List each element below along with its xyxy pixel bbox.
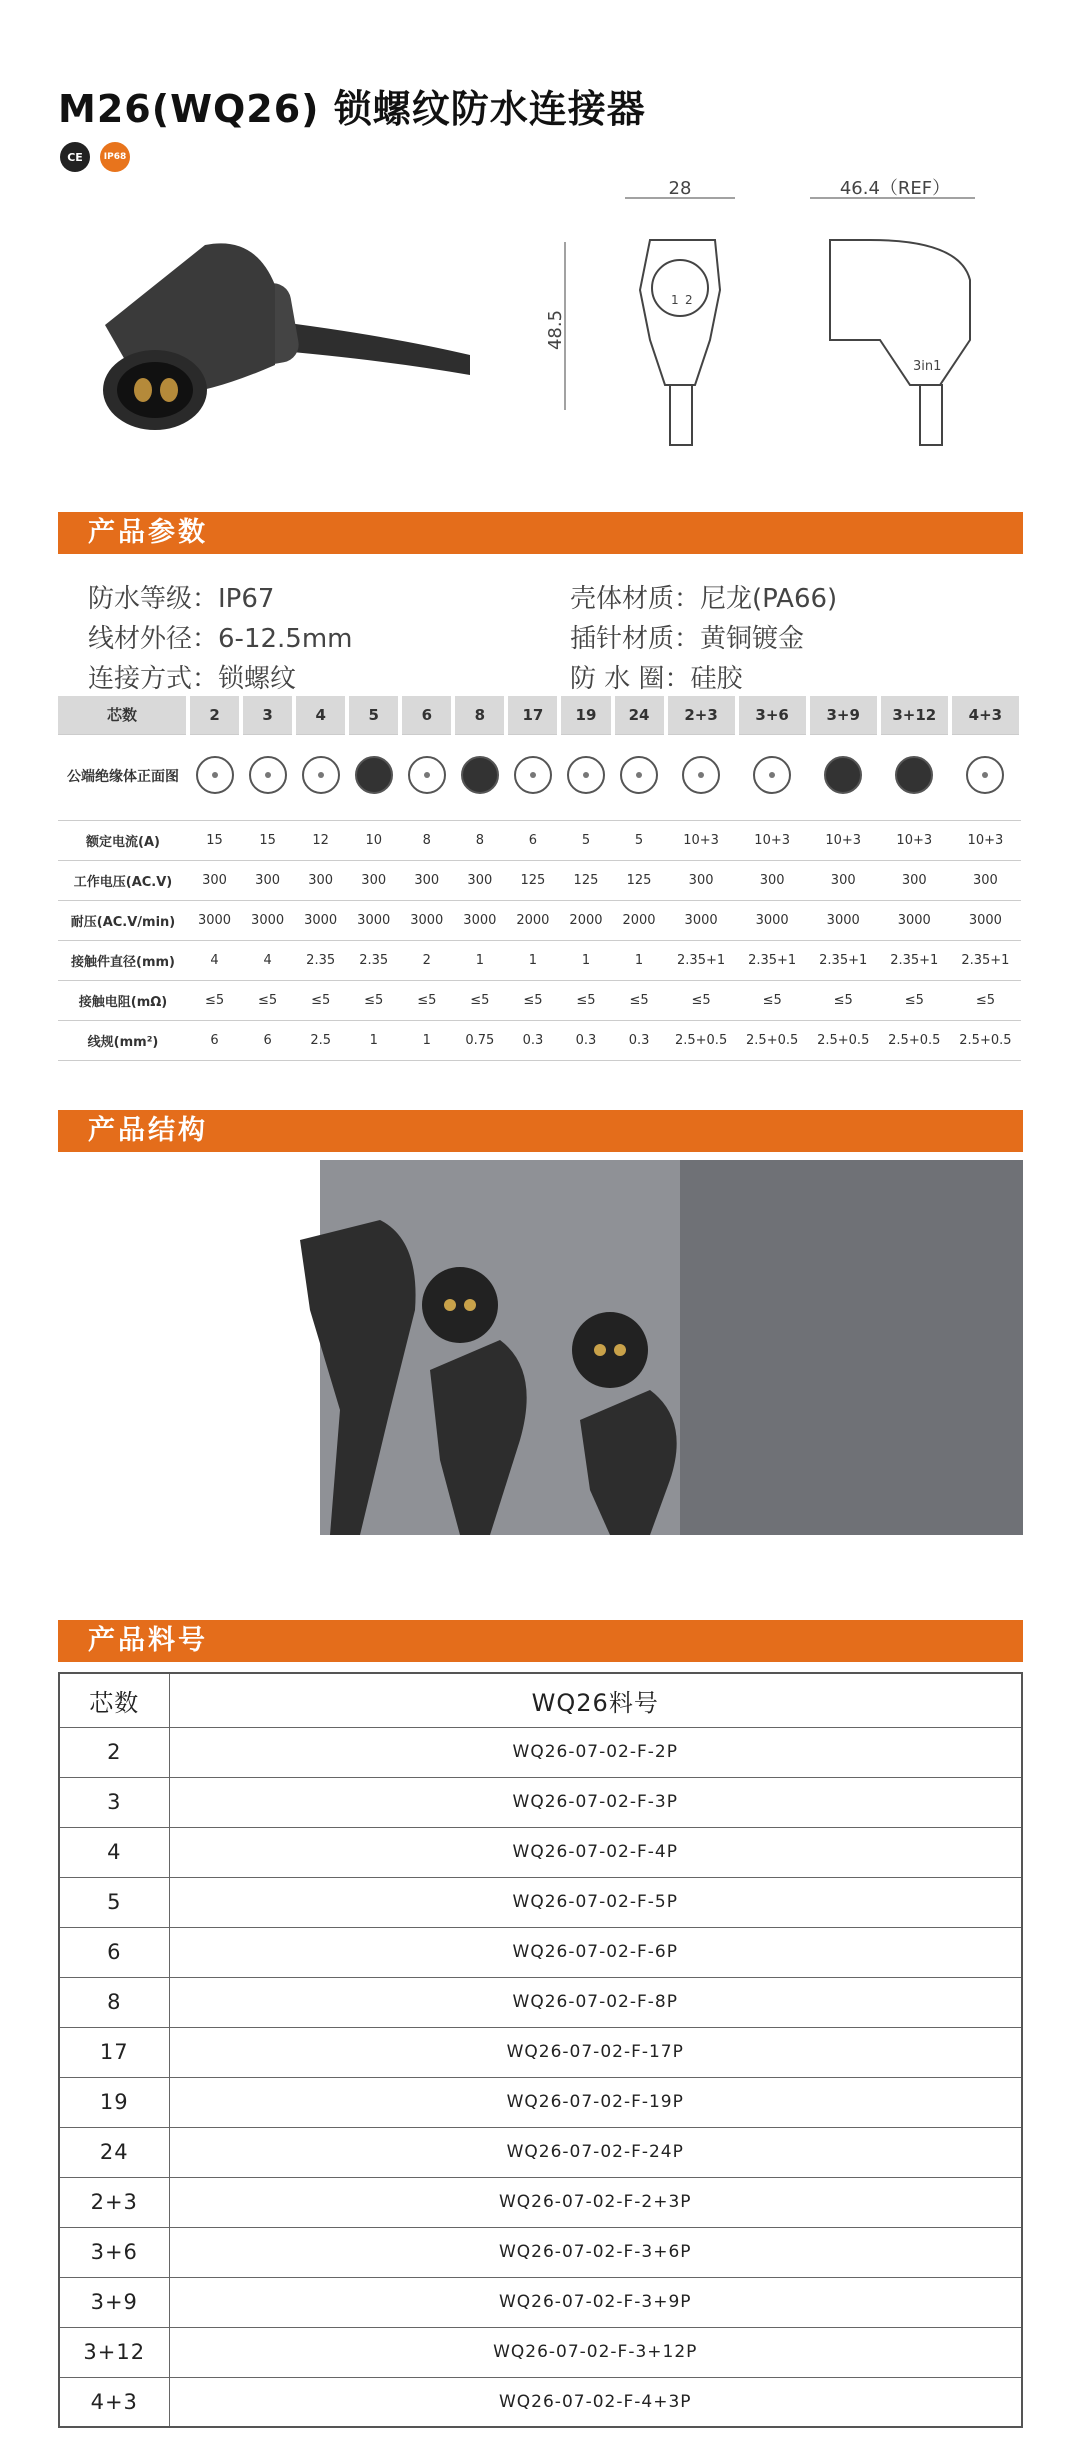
param-row (58, 980, 1021, 1020)
section-params: 产品参数 (58, 512, 1023, 554)
part-cores: 24 (59, 2127, 169, 2177)
param-cell: ≤5 (294, 980, 347, 1020)
part-cores: 5 (59, 1877, 169, 1927)
ip68-badge-icon: IP68 (100, 142, 130, 172)
param-cell: 3000 (737, 900, 808, 940)
part-row (59, 1877, 1022, 1927)
part-number: WQ26-07-02-F-2+3P (169, 2177, 1022, 2227)
param-cell: ≤5 (879, 980, 950, 1020)
pinout-24-icon (620, 756, 658, 794)
part-row (59, 2277, 1022, 2327)
param-cell: 1 (506, 940, 559, 980)
param-cell: 300 (879, 860, 950, 900)
page-title: M26(WQ26) 锁螺纹防水连接器 (58, 87, 646, 131)
param-row-label: 接触电阻(mΩ) (58, 980, 188, 1020)
param-cell: 5 (613, 820, 666, 860)
param-cell: 300 (347, 860, 400, 900)
param-cell: ≤5 (613, 980, 666, 1020)
param-cell: 2.5+0.5 (666, 1020, 737, 1060)
part-row (59, 2377, 1022, 2427)
param-cell: 1 (453, 940, 506, 980)
part-row (59, 2027, 1022, 2077)
param-cell: 2.5 (294, 1020, 347, 1060)
part-number: WQ26-07-02-F-19P (169, 2077, 1022, 2127)
part-number-table (58, 1672, 1023, 2428)
param-row-label: 工作电压(AC.V) (58, 860, 188, 900)
param-cell: ≤5 (347, 980, 400, 1020)
param-cell: 2000 (613, 900, 666, 940)
param-row (58, 820, 1021, 860)
param-row (58, 900, 1021, 940)
param-cell: 4 (241, 940, 294, 980)
param-cell: 10+3 (879, 820, 950, 860)
param-cell: 2.35 (294, 940, 347, 980)
param-cell: ≤5 (241, 980, 294, 1020)
spec-item: 连接方式：锁螺纹 (88, 664, 297, 694)
part-number: WQ26-07-02-F-4P (169, 1827, 1022, 1877)
param-cell: ≤5 (737, 980, 808, 1020)
param-row-label: 线规(mm²) (58, 1020, 188, 1060)
icon-row-label: 公端绝缘体正面图 (58, 734, 188, 820)
param-cell: 300 (808, 860, 879, 900)
param-cell: 2 (400, 940, 453, 980)
param-cell: 15 (188, 820, 241, 860)
param-cell: 2.35+1 (666, 940, 737, 980)
front-drawing (545, 178, 755, 480)
param-cell: 3000 (879, 900, 950, 940)
param-cell: 0.3 (506, 1020, 559, 1060)
param-cell: 125 (559, 860, 612, 900)
param-cell: 8 (400, 820, 453, 860)
section-structure: 产品结构 (58, 1110, 1023, 1152)
part-row (59, 1977, 1022, 2027)
part-row (59, 1927, 1022, 1977)
part-row (59, 2077, 1022, 2127)
part-number: WQ26-07-02-F-5P (169, 1877, 1022, 1927)
part-number: WQ26-07-02-F-24P (169, 2127, 1022, 2177)
part-row (59, 2227, 1022, 2277)
pinout-4-icon (302, 756, 340, 794)
ce-badge-icon: CE (60, 142, 90, 172)
param-row (58, 940, 1021, 980)
param-cell: 3000 (400, 900, 453, 940)
part-cores: 8 (59, 1977, 169, 2027)
part-cores: 3 (59, 1777, 169, 1827)
spec-item: 防 水 圈：硅胶 (570, 664, 743, 694)
pinout-3p9-icon (824, 756, 862, 794)
param-cell: 2.35+1 (950, 940, 1021, 980)
param-cell: 3000 (241, 900, 294, 940)
part-header-cores: 芯数 (59, 1673, 169, 1727)
param-cell: 300 (737, 860, 808, 900)
param-cell: 2.5+0.5 (950, 1020, 1021, 1060)
param-cell: 15 (241, 820, 294, 860)
part-number: WQ26-07-02-F-3+9P (169, 2277, 1022, 2327)
pinout-19-icon (567, 756, 605, 794)
pinout-4p3-icon (966, 756, 1004, 794)
side-mark: 3in1 (913, 359, 942, 374)
param-cell: 300 (453, 860, 506, 900)
part-row (59, 1727, 1022, 1777)
dim-height: 48.5 (545, 309, 566, 351)
part-cores: 3+12 (59, 2327, 169, 2377)
param-cell: 12 (294, 820, 347, 860)
param-cell: 2.35+1 (879, 940, 950, 980)
param-cell: 300 (950, 860, 1021, 900)
pinout-17-icon (514, 756, 552, 794)
part-number: WQ26-07-02-F-3+6P (169, 2227, 1022, 2277)
part-cores: 3+6 (59, 2227, 169, 2277)
part-cores: 6 (59, 1927, 169, 1977)
param-cell: 2.5+0.5 (808, 1020, 879, 1060)
part-number: WQ26-07-02-F-3P (169, 1777, 1022, 1827)
param-row-label: 耐压(AC.V/min) (58, 900, 188, 940)
pinout-3p6-icon (753, 756, 791, 794)
part-cores: 4 (59, 1827, 169, 1877)
section-partno: 产品料号 (58, 1620, 1023, 1662)
param-row-label: 额定电流(A) (58, 820, 188, 860)
part-cores: 2 (59, 1727, 169, 1777)
param-cell: ≤5 (808, 980, 879, 1020)
part-header-pn: WQ26料号 (169, 1673, 1022, 1727)
side-drawing (810, 180, 1010, 480)
param-cell: 10+3 (808, 820, 879, 860)
param-cell: ≤5 (506, 980, 559, 1020)
pinout-3p12-icon (895, 756, 933, 794)
param-cell: 3000 (950, 900, 1021, 940)
param-cell: 3000 (808, 900, 879, 940)
param-cell: 4 (188, 940, 241, 980)
param-row (58, 860, 1021, 900)
param-cell: ≤5 (950, 980, 1021, 1020)
param-cell: ≤5 (188, 980, 241, 1020)
part-number: WQ26-07-02-F-6P (169, 1927, 1022, 1977)
dim-width: 28 (668, 178, 692, 199)
param-cell: 2000 (559, 900, 612, 940)
spec-item: 壳体材质：尼龙(PA66) (570, 584, 838, 614)
param-cell: 125 (506, 860, 559, 900)
param-cell: 300 (294, 860, 347, 900)
param-row-label: 接触件直径(mm) (58, 940, 188, 980)
part-row (59, 1827, 1022, 1877)
param-cell: 3000 (188, 900, 241, 940)
param-cell: 6 (241, 1020, 294, 1060)
param-cell: 300 (241, 860, 294, 900)
pinout-2-icon (196, 756, 234, 794)
param-cell: ≤5 (666, 980, 737, 1020)
structure-photo (320, 1160, 1023, 1535)
spec-item: 线材外径：6-12.5mm (88, 624, 353, 654)
param-cell: 10+3 (666, 820, 737, 860)
param-cell: 2.35+1 (737, 940, 808, 980)
part-row (59, 2327, 1022, 2377)
param-cell: 5 (559, 820, 612, 860)
param-cell: 2.35 (347, 940, 400, 980)
part-number: WQ26-07-02-F-3+12P (169, 2327, 1022, 2377)
part-number: WQ26-07-02-F-8P (169, 1977, 1022, 2027)
param-cell: 0.3 (559, 1020, 612, 1060)
param-cell: 1 (347, 1020, 400, 1060)
param-cell: 10+3 (950, 820, 1021, 860)
param-cell: 300 (400, 860, 453, 900)
param-cell: 2.35+1 (808, 940, 879, 980)
part-cores: 3+9 (59, 2277, 169, 2327)
part-number: WQ26-07-02-F-17P (169, 2027, 1022, 2077)
pinout-3-icon (249, 756, 287, 794)
part-cores: 2+3 (59, 2177, 169, 2227)
dim-side: 46.4（REF） (839, 178, 951, 199)
param-cell: 2.5+0.5 (737, 1020, 808, 1060)
param-cell: ≤5 (400, 980, 453, 1020)
part-row (59, 2177, 1022, 2227)
part-number: WQ26-07-02-F-2P (169, 1727, 1022, 1777)
param-cell: 6 (188, 1020, 241, 1060)
param-cell: 3000 (347, 900, 400, 940)
param-cell: 0.75 (453, 1020, 506, 1060)
spec-item: 防水等级：IP67 (88, 584, 275, 614)
param-cell: ≤5 (559, 980, 612, 1020)
param-cell: 0.3 (613, 1020, 666, 1060)
param-cell: 1 (613, 940, 666, 980)
param-cell: 8 (453, 820, 506, 860)
param-cell: 10 (347, 820, 400, 860)
part-cores: 17 (59, 2027, 169, 2077)
cert-badges (60, 142, 130, 172)
param-cell: 1 (400, 1020, 453, 1060)
param-cell: 300 (666, 860, 737, 900)
param-cell: 300 (188, 860, 241, 900)
pinout-6-icon (408, 756, 446, 794)
param-header-label: 芯数 (58, 696, 188, 734)
spec-item: 插针材质：黄铜镀金 (570, 624, 805, 654)
param-cell: 10+3 (737, 820, 808, 860)
pin-label-1: 1 (671, 293, 679, 307)
product-photo (85, 225, 485, 455)
pinout-5-icon (355, 756, 393, 794)
param-cell: 2000 (506, 900, 559, 940)
param-row (58, 1020, 1021, 1060)
param-cell: 6 (506, 820, 559, 860)
part-row (59, 2127, 1022, 2177)
param-table: 芯数 2 3 4 5 6 8 17 19 24 2+3 3+6 3+9 3+12 4+3 公端绝缘体正面图 额定电流(A) 15 15 12 10 8 8 6 5 5 10+3 10+3 10+3 10+3 10+3 工作电压(AC.V) 300 300 300 300 300 300 125 125 125 300 300 300 300 300 耐压(AC.V/min) 3000 3000 3000 3000 3000 3000 2000 2000 2000 3000 3000 3000 3000 3000 接触件直径(mm) 4 4 2.35 2.35 2 1 1 1 1 2.35+1 2.35+1 2.35+1 2.35+1 2.35+1 接触电阻(mΩ) ≤5 ≤5 ≤5 ≤5 ≤5 ≤5 ≤5 ≤5 ≤5 ≤5 ≤5 ≤5 ≤5 ≤5 线规(mm²) 6 6 2.5 1 1 0.75 0.3 0.3 0.3 2.5+0.5 2.5+0.5 2.5+0.5 2.5+0.5 2.5+0.5 (58, 696, 1023, 1061)
param-cell: 125 (613, 860, 666, 900)
pinout-2p3-icon (682, 756, 720, 794)
param-cell: 1 (559, 940, 612, 980)
part-row (59, 1777, 1022, 1827)
param-cell: 3000 (453, 900, 506, 940)
part-number: WQ26-07-02-F-4+3P (169, 2377, 1022, 2427)
part-cores: 4+3 (59, 2377, 169, 2427)
pinout-8-icon (461, 756, 499, 794)
param-cell: 3000 (294, 900, 347, 940)
param-cell: 2.5+0.5 (879, 1020, 950, 1060)
part-cores: 19 (59, 2077, 169, 2127)
param-cell: ≤5 (453, 980, 506, 1020)
pin-label-2: 2 (685, 293, 693, 307)
param-cell: 3000 (666, 900, 737, 940)
